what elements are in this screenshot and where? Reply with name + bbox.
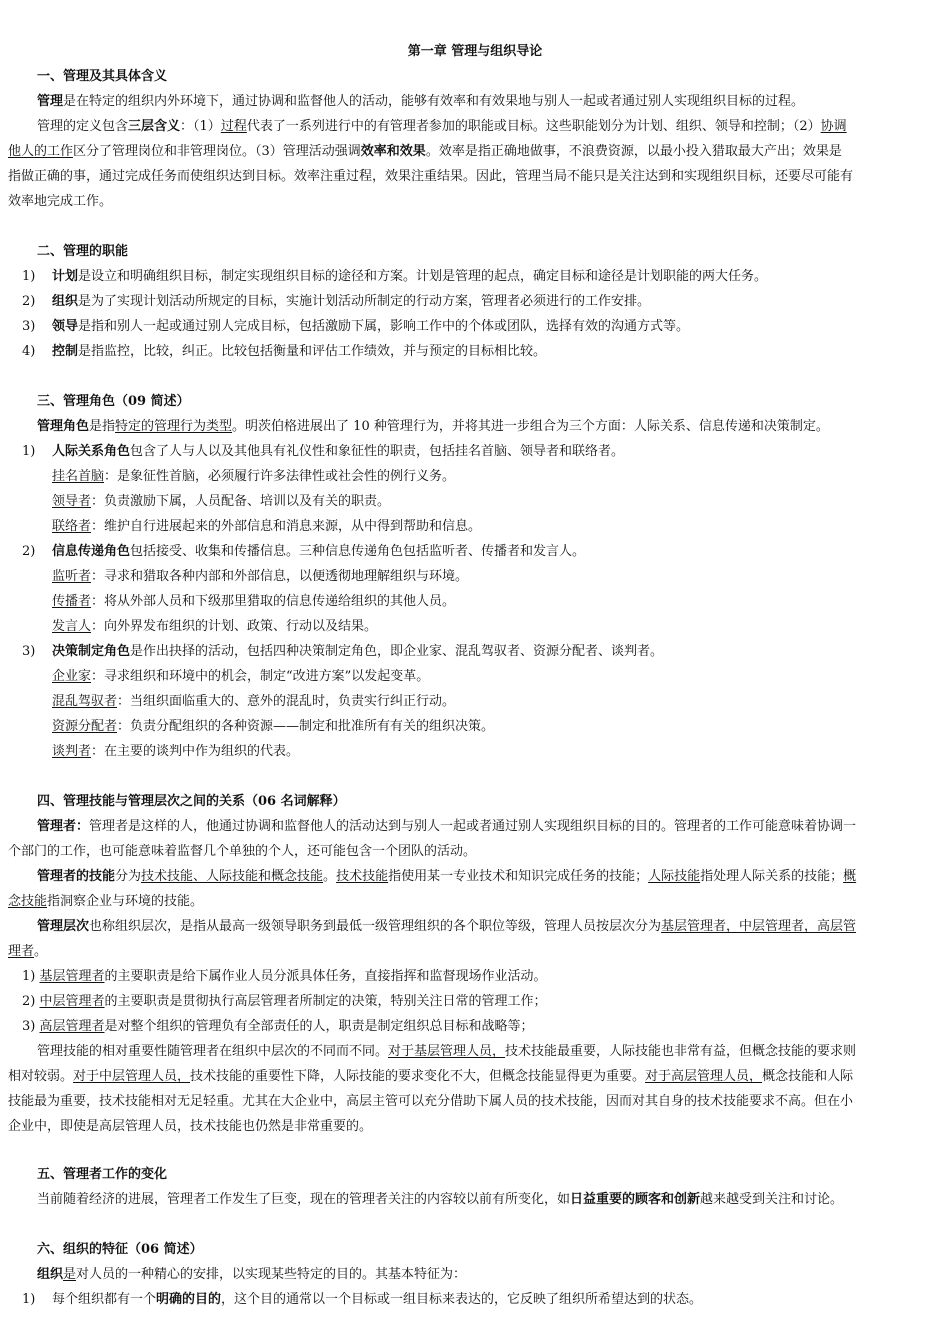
section-4-heading: 四、管理技能与管理层次之间的关系（06 名词解释） (37, 794, 346, 809)
level-item: 2) 中层管理者的主要职责是贯彻执行高层管理者所制定的决策，特别关注日常的管理工作； (22, 994, 547, 1009)
s4-manager-line-1: 管理者：管理者是这样的人，他通过协调和监督他人的活动达到与别人一起或者通过别人实现组织目标的目的。管理者的工作可能意味着协调一 (37, 819, 857, 834)
s1-paragraph-2-line-4: 效率地完成工作。 (8, 194, 113, 209)
s1-paragraph-2-line-1: 管理的定义包含三层含义：（1）过程代表了一系列进行中的有管理者参加的职能或目标。这些职能划分为计划、组织、领导和控制；（2）协调 (37, 119, 847, 134)
role-item: 资源分配者：负责分配组织的各种资源——制定和批准所有有关的组织决策。 (52, 719, 495, 734)
role-item: 领导者：负责激励下属，人员配备、培训以及有关的职责。 (52, 494, 391, 509)
s4-relation-line-3: 技能最为重要，技术技能相对无足轻重。尤其在大企业中，高层主管可以充分借助下属人员的技术技能，因而对其自身的技术技能要求不高。但在小 (8, 1094, 854, 1109)
function-item: 4) 控制是指监控，比较，纠正。比较包括衡量和评估工作绩效，并与预定的目标相比较。 (22, 344, 547, 359)
s4-relation-line-4: 企业中，即使是高层管理人员，技术技能也仍然是非常重要的。 (8, 1119, 373, 1134)
role-item: 企业家：寻求组织和环境中的机会，制定“改进方案”以发起变革。 (52, 669, 430, 684)
s4-relation-line-2: 相对较弱。对于中层管理人员，技术技能的重要性下降，人际技能的要求变化不大，但概念技能显得更为重要。对于高层管理人员，概念技能和人际 (8, 1069, 854, 1084)
role-group-decisional: 3) 决策制定角色是作出抉择的活动，包括四种决策制定角色，即企业家、混乱驾驭者、资源分配者、谈判者。 (22, 644, 664, 659)
role-group-interpersonal: 1) 人际关系角色包含了人与人以及其他具有礼仪性和象征性的职责，包括挂名首脑、领导者和联络者。 (22, 444, 625, 459)
s4-levels-line-2: 理者。 (8, 944, 48, 959)
section-1-heading: 一、管理及其具体含义 (37, 69, 168, 84)
s4-relation-line-1: 管理技能的相对重要性随管理者在组织中层次的不同而不同。对于基层管理人员，技术技能最重要，人际技能也非常有益，但概念技能的要求则 (37, 1044, 857, 1059)
s3-intro: 管理角色是指特定的管理行为类型。明茨伯格进展出了 10 种管理行为，并将其进一步组合为三个方面：人际关系、信息传递和决策制定。 (37, 419, 829, 434)
function-item: 2) 组织是为了实现计划活动所规定的目标，实施计划活动所制定的行动方案，管理者必须进行的工作安排。 (22, 294, 651, 309)
role-item: 联络者：维护自行进展起来的外部信息和消息来源，从中得到帮助和信息。 (52, 519, 482, 534)
s1-paragraph-2-line-3: 指做正确的事，通过完成任务而使组织达到目标。效率注重过程，效果注重结果。因此，管理当局不能只是关注达到和实现组织目标，还要尽可能有 (8, 169, 854, 184)
role-item: 传播者：将从外部人员和下级那里猎取的信息传递给组织的其他人员。 (52, 594, 456, 609)
role-item: 挂名首脑：是象征性首脑，必须履行许多法律性或社会性的例行义务。 (52, 469, 456, 484)
s1-paragraph-1: 管理是在特定的组织内外环境下，通过协调和监督他人的活动，能够有效率和有效果地与别人一起或者通过别人实现组织目标的过程。 (37, 94, 805, 109)
s4-skills-line-2: 念技能指洞察企业与环境的技能。 (8, 894, 204, 909)
function-item: 1) 计划是设立和明确组织目标，制定实现组织目标的途径和方案。计划是管理的起点，确定目标和途径是计划职能的两大任务。 (22, 269, 768, 284)
section-3-heading: 三、管理角色（09 简述） (37, 394, 190, 409)
section-6-heading: 六、组织的特征（06 简述） (37, 1242, 203, 1257)
section-2-heading: 二、管理的职能 (37, 244, 129, 259)
org-feature-item: 1) 每个组织都有一个明确的目的，这个目的通常以一个目标或一组目标来表达的，它反映了组织所希望达到的状态。 (22, 1292, 703, 1307)
s4-skills-line-1: 管理者的技能分为技术技能、人际技能和概念技能。技术技能指使用某一专业技术和知识完成任务的技能；人际技能指处理人际关系的技能；概 (37, 869, 857, 884)
s1-paragraph-2-line-2: 他人的工作区分了管理岗位和非管理岗位。（3）管理活动强调效率和效果。效率是指正确地做事，不浪费资源，以最小投入猎取最大产出；效果是 (8, 144, 842, 159)
level-item: 1) 基层管理者的主要职责是给下属作业人员分派具体任务，直接指挥和监督现场作业活动。 (22, 969, 547, 984)
role-group-informational: 2) 信息传递角色包括接受、收集和传播信息。三种信息传递角色包括监听者、传播者和发言人。 (22, 544, 586, 559)
s5-paragraph: 当前随着经济的进展，管理者工作发生了巨变，现在的管理者关注的内容较以前有所变化，如日益重要的顾客和创新越来越受到关注和讨论。 (37, 1192, 844, 1207)
section-5-heading: 五、管理者工作的变化 (37, 1167, 168, 1182)
s4-levels-line-1: 管理层次也称组织层次，是指从最高一级领导职务到最低一级管理组织的各个职位等级，管理人员按层次分为基层管理者，中层管理者，高层管 (37, 919, 857, 934)
s6-intro: 组织是对人员的一种精心的安排，以实现某些特定的目的。其基本特征为： (37, 1267, 467, 1282)
function-item: 3) 领导是指和别人一起或通过别人完成目标，包括激励下属，影响工作中的个体或团队，选择有效的沟通方式等。 (22, 319, 690, 334)
role-item: 谈判者：在主要的谈判中作为组织的代表。 (52, 744, 300, 759)
role-item: 监听者：寻求和猎取各种内部和外部信息，以便透彻地理解组织与环境。 (52, 569, 469, 584)
role-item: 发言人：向外界发布组织的计划、政策、行动以及结果。 (52, 619, 378, 634)
chapter-title: 第一章 管理与组织导论 (407, 44, 543, 59)
s4-manager-line-2: 个部门的工作，也可能意味着监督几个单独的个人，还可能包含一个团队的活动。 (8, 844, 477, 859)
role-item: 混乱驾驭者：当组织面临重大的、意外的混乱时，负责实行纠正行动。 (52, 694, 456, 709)
level-item: 3) 高层管理者是对整个组织的管理负有全部责任的人，职责是制定组织总目标和战略等； (22, 1019, 534, 1034)
